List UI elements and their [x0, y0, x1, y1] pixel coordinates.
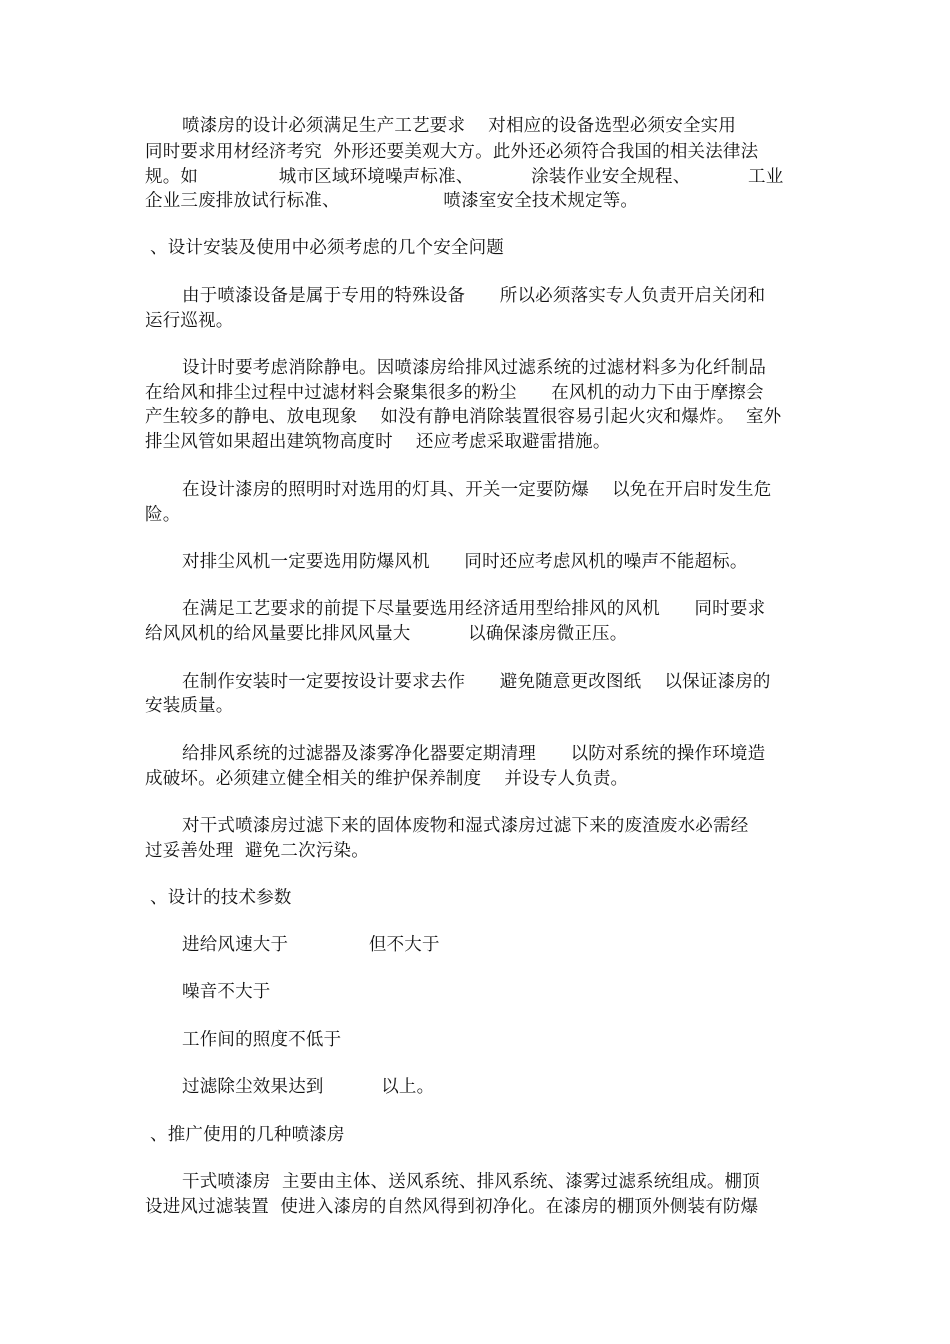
paragraph-line: 排尘风管如果超出建筑物高度时 还应考虑采取避雷措施。	[145, 432, 611, 452]
parameter-item: 进给风速大于 但不大于	[182, 935, 440, 955]
section-heading-parameters: 、设计的技术参数	[150, 888, 292, 908]
paragraph-line: 成破坏。必须建立健全相关的维护保养制度 并设专人负责。	[145, 769, 629, 789]
paragraph-line: 对排尘风机一定要选用防爆风机 同时还应考虑风机的噪声不能超标。	[182, 552, 748, 572]
paragraph-intro-line: 喷漆房的设计必须满足生产工艺要求 对相应的设备选型必须安全实用	[182, 116, 737, 136]
paragraph-intro-line: 企业三废排放试行标准、 喷漆室安全技术规定等。	[145, 191, 639, 211]
parameter-item: 过滤除尘效果达到 以上。	[182, 1077, 435, 1097]
paragraph-line: 在制作安装时一定要按设计要求去作 避免随意更改图纸 以保证漆房的	[182, 672, 771, 692]
paragraph-line: 过妥善处理 避免二次污染。	[145, 841, 369, 861]
section-heading-safety: 、设计安装及使用中必须考虑的几个安全问题	[150, 238, 504, 258]
paragraph-line: 由于喷漆设备是属于专用的特殊设备 所以必须落实专人负责开启关闭和	[182, 286, 766, 306]
paragraph-line: 产生较多的静电、放电现象 如没有静电消除装置很容易引起火灾和爆炸。 室外	[145, 407, 782, 427]
paragraph-line: 在满足工艺要求的前提下尽量要选用经济适用型给排风的风机 同时要求	[182, 599, 766, 619]
paragraph-line: 险。	[145, 505, 181, 525]
parameter-item: 工作间的照度不低于	[182, 1030, 342, 1050]
paragraph-line: 运行巡视。	[145, 311, 234, 331]
paragraph-line: 在给风和排尘过程中过滤材料会聚集很多的粉尘 在风机的动力下由于摩擦会	[145, 383, 764, 403]
paragraph-line: 安装质量。	[145, 696, 234, 716]
paragraph-line: 对干式喷漆房过滤下来的固体废物和湿式漆房过滤下来的废渣废水必需经	[182, 816, 749, 836]
paragraph-intro-line: 同时要求用材经济考究 外形还要美观大方。此外还必须符合我国的相关法律法	[145, 142, 759, 162]
paragraph-line: 给风风机的给风量要比排风风量大 以确保漆房微正压。	[145, 624, 628, 644]
paragraph-line: 设计时要考虑消除静电。因喷漆房给排风过滤系统的过滤材料多为化纤制品	[182, 358, 767, 378]
section-heading-booth-types: 、推广使用的几种喷漆房	[150, 1125, 345, 1145]
parameter-item: 噪音不大于	[182, 982, 271, 1002]
paragraph-line: 设进风过滤装置 使进入漆房的自然风得到初净化。在漆房的棚顶外侧装有防爆	[145, 1197, 759, 1217]
paragraph-intro-line: 规。如 城市区域环境噪声标准、 涂装作业安全规程、 工业	[145, 167, 784, 187]
paragraph-line: 在设计漆房的照明时对选用的灯具、开关一定要防爆 以免在开启时发生危	[182, 480, 772, 500]
paragraph-line: 干式喷漆房 主要由主体、送风系统、排风系统、漆雾过滤系统组成。棚顶	[182, 1172, 760, 1192]
paragraph-line: 给排风系统的过滤器及漆雾净化器要定期清理 以防对系统的操作环境造	[182, 744, 766, 764]
